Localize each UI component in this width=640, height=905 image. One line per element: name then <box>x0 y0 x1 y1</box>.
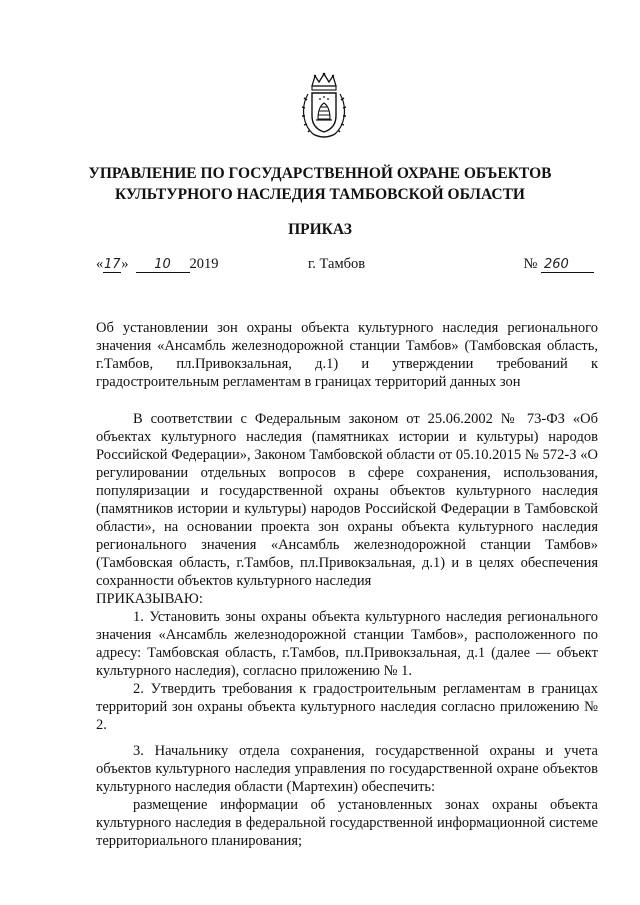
organization-name <box>60 163 580 205</box>
document-type: ПРИКАЗ <box>288 221 352 238</box>
date-year: 2019 <box>189 256 219 272</box>
order-number <box>524 256 594 273</box>
number-label: № <box>523 256 538 272</box>
item-1-paragraph: 1. Установить зоны охраны объекта культурного наследия регионального значения «Ансамбль железнодорожной станции Тамбов», расположенного по адресу: Тамбовская область, г.Тамбов, пл.Привокзальная, д.1 (далее — объект культурного наследия), согласно приложению № 1. <box>96 609 598 679</box>
order-meta <box>96 256 596 276</box>
organization-line-1: УПРАВЛЕНИЕ ПО ГОСУДАРСТВЕННОЙ ОХРАНЕ ОБЪЕКТОВ <box>88 165 552 182</box>
order-subject <box>96 319 598 391</box>
date-quote-close: » <box>121 256 129 272</box>
organization-line-2: КУЛЬТУРНОГО НАСЛЕДИЯ ТАМБОВСКОЙ ОБЛАСТИ <box>115 186 525 203</box>
date-quote-open: « <box>96 256 104 272</box>
number-value: 260 <box>541 257 594 273</box>
date-month: 10 <box>136 257 190 273</box>
item-3-sub-1-paragraph: размещение информации об установленных зонах охраны объекта культурного наследия в федеральной государственной информационной системе территориального планирования; <box>96 797 598 849</box>
subject-text: Об установлении зон охраны объекта культурного наследия регионального значения «Ансамбль железнодорожной станции Тамбов» (Тамбовская область, г.Тамбов, пл.Привокзальная, д.1) и утверждении требований к градостроительным регламентам в границах территорий данных зон <box>96 320 598 390</box>
order-body <box>96 410 598 850</box>
preamble-paragraph: В соответствии с Федеральным законом от 25.06.2002 № 73-ФЗ «Об объектах культурного наследия (памятниках истории и культуры) народов Российской Федерации», Законом Тамбовской области от 05.10.2015 № 572-З «О регулировании отдельных вопросов в сфере сохранения, использования, популяризации и государственной охраны объектов культурного наследия (памятников истории и культуры) народов Российской Федерации в Тамбовской области», на основании проекта зон охраны объекта культурного наследия регионального значения «Ансамбль железнодорожной станции Тамбов» (Тамбовская область, г.Тамбов, пл.Привокзальная, д.1) и в целях обеспечения сохранности объектов культурного наследия <box>96 411 598 589</box>
date-day: 17 <box>103 257 121 272</box>
item-3-paragraph: 3. Начальнику отдела сохранения, государственной охраны и учета объектов культурного наследия управления по государственной охране объектов культурного наследия области (Мартехин) обеспечить: <box>96 743 598 795</box>
order-city: г. Тамбов <box>308 256 366 272</box>
item-2-paragraph: 2. Утвердить требования к градостроительным регламентам в границах территорий зон охраны объекта культурного наследия согласно приложению № 2. <box>96 681 598 733</box>
tambov-region-coat-of-arms-icon <box>299 72 349 140</box>
order-date <box>96 256 219 273</box>
order-word: ПРИКАЗЫВАЮ: <box>96 591 203 607</box>
